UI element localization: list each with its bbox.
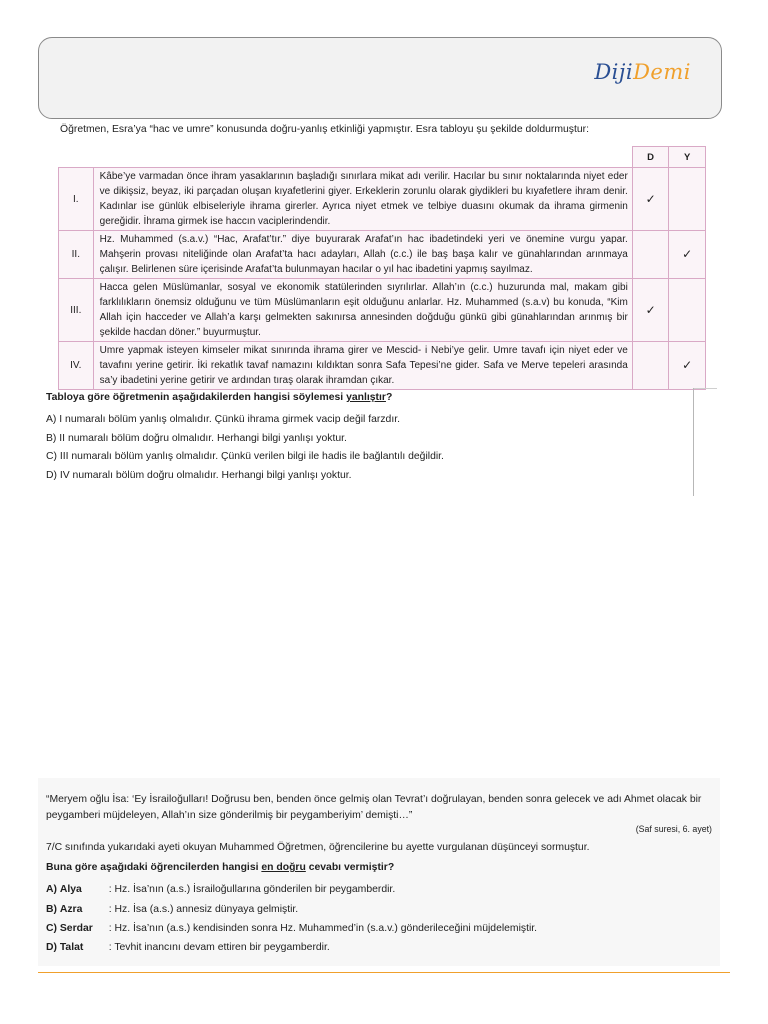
logo-part-diji: Diji	[594, 60, 634, 84]
row-number: I.	[59, 168, 94, 231]
option-letter: D)	[46, 942, 57, 953]
question2-option-b[interactable]	[46, 904, 298, 915]
question2-block	[38, 778, 720, 966]
question2-stem-end: cevabı vermiştir?	[305, 862, 395, 873]
question1-stem-underlined: yanlıştır	[346, 392, 386, 403]
check-mark-d: ✓	[632, 168, 669, 231]
header-d: D	[632, 147, 669, 168]
check-mark-y: ✓	[669, 231, 706, 279]
row-number: II.	[59, 231, 94, 279]
student-name: Alya	[59, 884, 82, 895]
question1-intro: Öğretmen, Esra’ya “hac ve umre” konusunda doğru-yanlış etkinliği yapmıştır. Esra tabloyu şu şekilde doldurmuştur:	[60, 124, 590, 135]
question2-option-a[interactable]	[46, 884, 395, 895]
table-header-row	[59, 147, 706, 168]
check-mark-y: ✓	[669, 342, 706, 390]
option-text: : Hz. İsa (a.s.) annesiz dünyaya gelmiştir.	[108, 904, 299, 915]
check-mark-d: ✓	[632, 279, 669, 342]
check-mark-y	[669, 168, 706, 231]
question1-option-d[interactable]: D) IV numaralı bölüm doğru olmalıdır. Herhangi bilgi yanlışı yoktur.	[46, 470, 352, 481]
column-divider	[693, 388, 694, 496]
option-letter: A)	[46, 884, 57, 895]
option-text: : Hz. İsa’nın (a.s.) kendisinden sonra Hz. Muhammed’in (s.a.v.) gönderileceğini müjdelemiştir.	[108, 923, 538, 934]
option-letter: B)	[46, 904, 57, 915]
question1-option-b[interactable]: B) II numaralı bölüm doğru olmalıdır. Herhangi bilgi yanlışı yoktur.	[46, 433, 347, 444]
question1-stem-text: Tabloya göre öğretmenin aşağıdakilerden hangisi söylemesi	[46, 392, 347, 403]
question2-stem-underlined: en doğru	[261, 862, 306, 873]
table-row	[59, 168, 706, 231]
row-number: IV.	[59, 342, 94, 390]
check-mark-d	[632, 342, 669, 390]
table-row	[59, 279, 706, 342]
table-row	[59, 231, 706, 279]
table-row	[59, 342, 706, 390]
true-false-table	[58, 146, 706, 390]
question1-stem	[46, 392, 392, 403]
row-statement: Kâbe’ye varmadan önce ihram yasaklarının başladığı sınırlara mikat adı verilir. Hacılar bu sınır noktalarında niyet eder ve dikişsiz, beyaz, iki parçadan oluşan kıyafetlerini giyer. Erkeklerin zorunlu olarak giydikleri bu kıyafetlere ihram denir. Kadınlar ise günlük elbiseleriyle ihrama girerler. Ayrıca niyet etmek ve telbiye duasını okumak da ihrama girmenin gereğidir. İhrama girmek ise haccın vaciplerindendir.	[93, 168, 632, 231]
header-y: Y	[669, 147, 706, 168]
student-name: Azra	[59, 904, 83, 915]
footer-divider	[38, 972, 730, 973]
question2-intro: 7/C sınıfında yukarıdaki ayeti okuyan Muhammed Öğretmen, öğrencilerine bu ayette vurgulanan düşünceyi sormuştur.	[46, 842, 590, 853]
question2-stem	[46, 862, 394, 873]
dijidemi-logo	[594, 60, 691, 84]
check-mark-d	[632, 231, 669, 279]
question2-option-c[interactable]	[46, 923, 537, 934]
question2-option-d[interactable]	[46, 942, 330, 953]
verse-quote: “Meryem oğlu İsa: ‘Ey İsrailoğulları! Doğrusu ben, benden önce gelmiş olan Tevrat’ı doğrulayan, benden sonra gelecek ve adı Ahmet olacak bir peygamberi müjdeleyen, Allah’ın size gönderilmiş bir peygamberiyim’ demişti…”	[46, 794, 702, 821]
logo-part-demi: Demi	[633, 60, 691, 84]
verse-source: (Saf suresi, 6. ayet)	[635, 824, 712, 834]
check-mark-y	[669, 279, 706, 342]
student-name: Serdar	[59, 923, 93, 934]
question1-option-a[interactable]: A) I numaralı bölüm yanlış olmalıdır. Çünkü ihrama girmek vacip değil farzdır.	[46, 414, 401, 425]
option-text: : Hz. İsa’nın (a.s.) İsrailoğullarına gönderilen bir peygamberdir.	[108, 884, 396, 895]
option-letter: C)	[46, 923, 57, 934]
column-divider-top	[693, 388, 717, 389]
row-statement: Hz. Muhammed (s.a.v.) “Hac, Arafat’tır.” diye buyurarak Arafat’ın hac ibadetindeki yeri ve önemine vurgu yapar. Mahşerin provası niteliğinde olan Arafat’ta hacı adayları, Allah (c.c.) ile baş başa kalır ve günahlarından arınmaya çalışır. Belirlenen süre içerisinde Arafat’ta bulunmayan hacılar o yıl hac ibadetini yapmış sayılmaz.	[93, 231, 632, 279]
option-text: : Tevhit inancını devam ettiren bir peygamberdir.	[108, 942, 330, 953]
row-number: III.	[59, 279, 94, 342]
question1-stem-end: ?	[385, 392, 393, 403]
student-name: Talat	[59, 942, 84, 953]
question1-option-c[interactable]: C) III numaralı bölüm yanlış olmalıdır. Çünkü verilen bilgi ile hadis ile bağlantılı değildir.	[46, 451, 444, 462]
row-statement: Hacca gelen Müslümanlar, sosyal ve ekonomik statülerinden sıyrılırlar. Allah’ın (c.c.) huzurunda mal, makam gibi farklılıkların önemsiz olduğunu ve tüm Müslümanların eşit olduğunu anlarlar. Hz. Muhammed (s.a.v) bu konuda, “Kim Allah için hacceder ve Allah’a karşı gelmekten sakınırsa annesinden doğduğu günkü gibi günahlarından arınmış bir şekilde hacdan döner.” buyurmuştur.	[93, 279, 632, 342]
row-statement: Umre yapmak isteyen kimseler mikat sınırında ihrama girer ve Mescid- i Nebi’ye gelir. Umre tavafı için niyet eder ve tavafını yerine getirir. İki rekatlık tavaf namazını kıldıktan sonra Safa Tepesi’ne gider. Safa ve Merve tepeleri arasında sa’y ibadetini yerine getirir ve ardından tıraş olarak ihramdan çıkar.	[93, 342, 632, 390]
question2-stem-text: Buna göre aşağıdaki öğrencilerden hangisi	[46, 862, 262, 873]
header-box	[38, 37, 722, 119]
table-header-blank	[59, 147, 633, 168]
